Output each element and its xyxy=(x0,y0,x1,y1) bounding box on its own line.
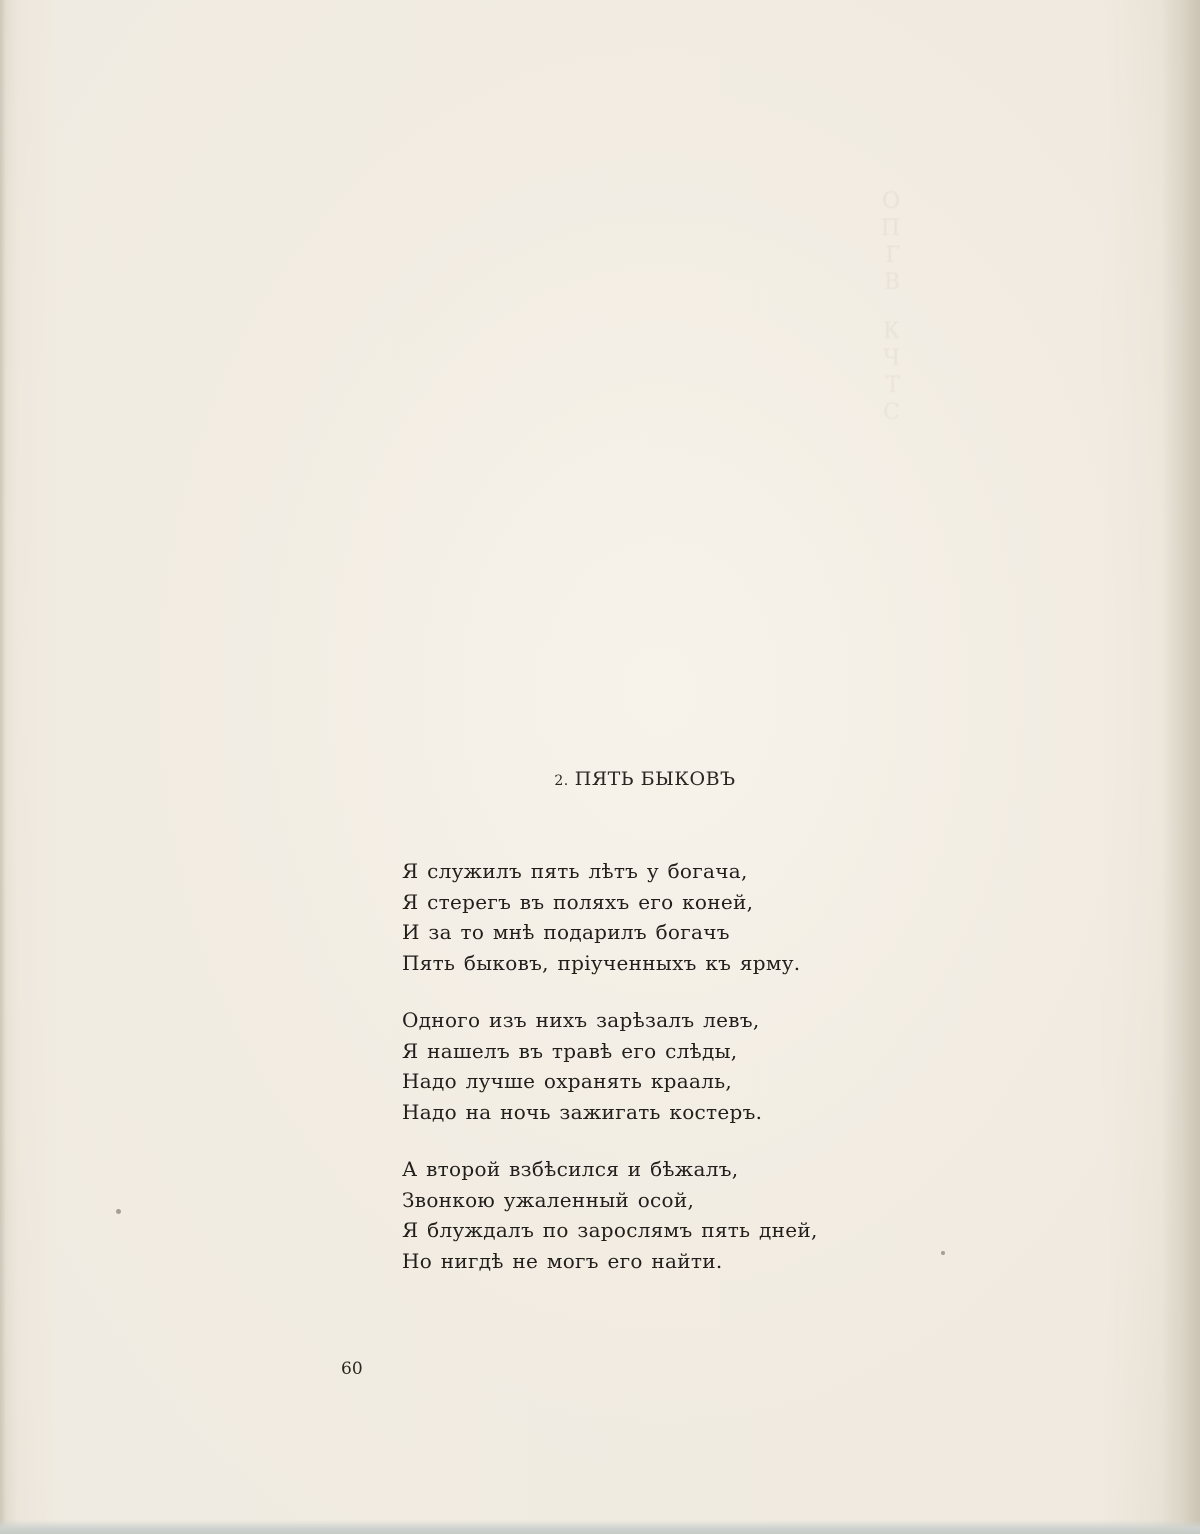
ghost-line: Ч xyxy=(882,346,900,371)
poem-line: Одного изъ нихъ зарѣзалъ левъ, xyxy=(402,1008,760,1032)
poem-title xyxy=(0,768,1200,790)
page-right-edge xyxy=(1162,0,1200,1534)
paper-speck xyxy=(116,1209,121,1214)
poem-line: Я служилъ пять лѣтъ у богача, xyxy=(402,859,748,883)
ghost-line: Г xyxy=(885,243,900,268)
poem-line: Надо на ночь зажигать костеръ. xyxy=(402,1099,763,1124)
poem-line: Надо лучше охранять крааль, xyxy=(402,1069,733,1093)
ghost-line: В xyxy=(883,270,900,295)
show-through-text xyxy=(400,188,900,426)
page-number: 60 xyxy=(341,1359,363,1379)
poem-line: Но нигдѣ не могъ его найти. xyxy=(402,1248,723,1273)
stanza-2 xyxy=(402,1005,922,1127)
poem-line: Я стерегъ въ поляхъ его коней, xyxy=(402,889,754,914)
poem-line: А второй взбѣсился и бѣжалъ, xyxy=(402,1157,739,1181)
ghost-stanza xyxy=(400,188,900,296)
poem-line: И за то мнѣ подарилъ богачъ xyxy=(402,920,730,944)
poem-number: 2. xyxy=(554,773,569,789)
paper-speck xyxy=(941,1251,945,1255)
poem-line: Я блуждалъ по зарослямъ пять дней, xyxy=(402,1218,818,1242)
poem-line: Пять быковъ, пріученныхъ къ ярму. xyxy=(402,950,801,975)
ghost-line: С xyxy=(883,400,900,425)
poem-line: Звонкою ужаленный осой, xyxy=(402,1187,695,1212)
ghost-line: К xyxy=(882,319,900,344)
poem-line: Я нашелъ въ травѣ его слѣды, xyxy=(402,1038,738,1063)
ghost-line: О xyxy=(881,189,900,214)
page-bottom-strip xyxy=(0,1520,1200,1534)
ghost-stanza xyxy=(400,318,900,426)
ghost-line: Т xyxy=(885,373,900,398)
poem-title-text: ПЯТЬ БЫКОВЪ xyxy=(574,768,736,790)
stanza-3 xyxy=(402,1154,922,1276)
page-left-edge xyxy=(0,0,6,1534)
ghost-line: П xyxy=(880,216,900,241)
poem-body xyxy=(402,856,922,1276)
stanza-1 xyxy=(402,856,922,978)
